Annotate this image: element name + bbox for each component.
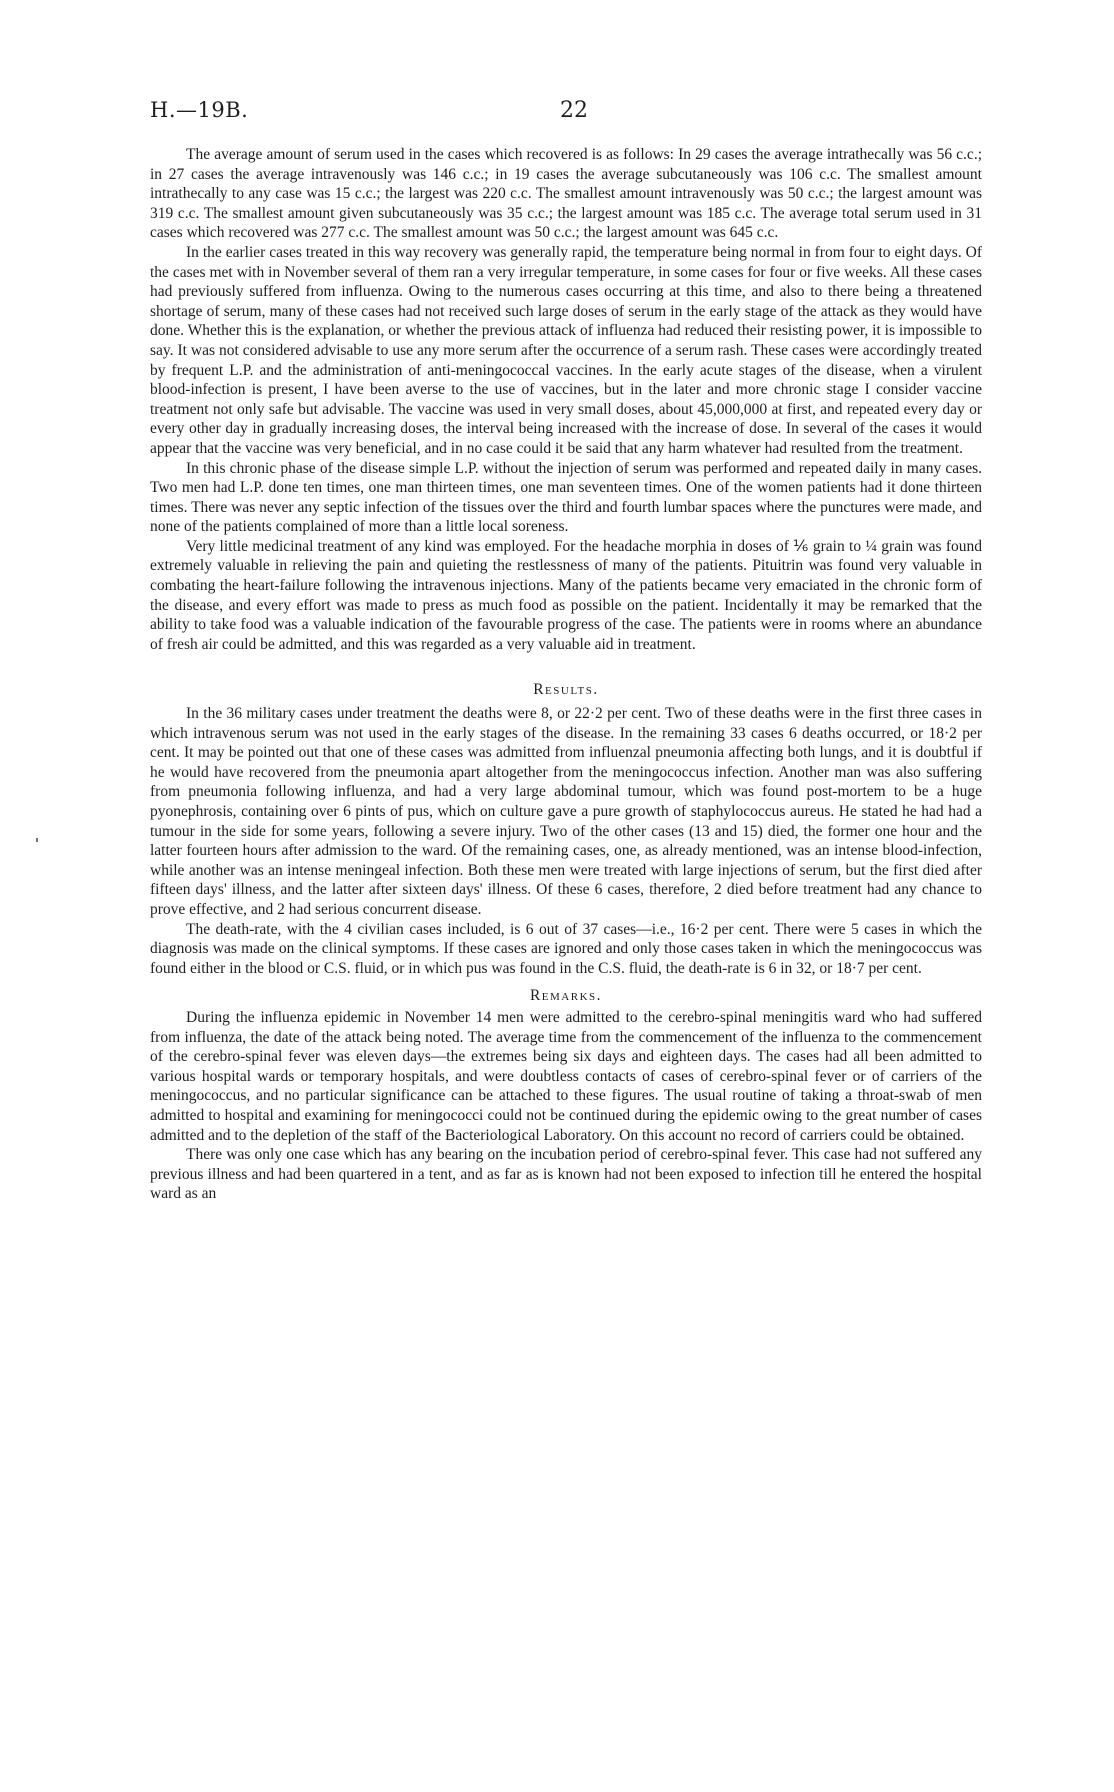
page-number: 22 bbox=[560, 98, 588, 123]
paragraph-medicinal-treatment: Very little medicinal treatment of any kind was employed. For the headache morphia in doses of ⅙ grain to ¼ grain was found extremely valuable in relieving the pain and quieting the restlessness of many of the patients. Pituitrin was found very valuable in combating the heart-failure following the intravenous injections. Many of the patients became very emaciated in the chronic form of the disease, and every effort was made to press as much food as possible on the patient. Incidentally it may be remarked that the ability to take food was a valuable indication of the favourable progress of the case. The patients were in rooms where an abundance of fresh air could be admitted, and this was regarded as a very valuable aid in treatment. bbox=[150, 537, 982, 653]
paragraph-incubation-period: There was only one case which has any bearing on the incubation period of cerebro-spinal fever. This case had not suffered any previous illness and had been quartered in a tent, and as far as is known had not been exposed to infection till he entered the hospital ward as an bbox=[150, 1146, 982, 1203]
paragraph-recovery-course: In the earlier cases treated in this way recovery was generally rapid, the temperature being normal in from four to eight days. Of the cases met with in November several of them ran a very irregular temperature, in some cases for four or five weeks. All these cases had previously suffered from influenza. Owing to the numerous cases occurring at this time, and also to there being a threatened shortage of serum, many of these cases had not received such large doses of serum in the early stage of the attack as they would have done. Whether this is the explanation, or whether the previous attack of influenza had reduced their resisting power, it is impossible to say. It was not considered advisable to use any more serum after the occurrence of a serum rash. These cases were accordingly treated by frequent L.P. and the administration of anti-meningococcal vaccines. In the early acute stages of the disease, when a virulent blood-infection is present, I have been averse to the use of vaccines, but in the later and more chronic stage I consider vaccine treatment not only safe but advisable. The vaccine was used in very small doses, about 45,000,000 at first, and repeated every day or every other day in gradually increasing doses, the interval being increased with the increase of dose. In several of the cases it would appear that the vaccine was very beneficial, and in no case could it be said that any harm whatever had resulted from the treatment. bbox=[150, 243, 982, 457]
section-heading-remarks: Remarks. bbox=[529, 987, 603, 1005]
paragraph-death-rate: The death-rate, with the 4 civilian cases included, is 6 out of 37 cases—i.e., 16·2 per cent. There were 5 cases in which the diagnosis was made on the clinical symptoms. If these cases are ignored and only those cases taken in which the meningococcus was found either in the blood or C.S. fluid, or in which pus was found in the C.S. fluid, the death-rate is 6 in 32, or 18·7 per cent. bbox=[150, 920, 982, 977]
page-body bbox=[150, 145, 982, 1204]
paragraph-serum-amounts: The average amount of serum used in the cases which recovered is as follows: In 29 cases the average intrathecally was 56 c.c.; in 27 cases the average intravenously was 146 c.c.; in 19 cases the average subcutaneously was 106 c.c. The smallest amount intrathecally to any case was 15 c.c.; the largest was 220 c.c. The smallest amount intravenously was 50 c.c.; the largest amount was 319 c.c. The smallest amount given subcutaneously was 35 c.c.; the largest amount was 185 c.c. The average total serum used in 31 cases which recovered was 277 c.c. The smallest amount was 50 c.c.; the largest amount was 645 c.c. bbox=[150, 146, 982, 242]
paragraph-influenza-epidemic: During the influenza epidemic in November 14 men were admitted to the cerebro-spinal meningitis ward who had suffered from influenza, the date of the attack being noted. The average time from the commencement of the influenza to the commencement of the cerebro-spinal fever was eleven days—the extremes being six days and eighteen days. The cases had all been admitted to various hospital wards or temporary hospitals, and were doubtless contacts of cases of cerebro-spinal fever or of carriers of the meningococcus, and no particular significance can be attached to these figures. The usual routine of taking a throat-swab of men admitted to hospital and examining for meningococci could not be continued during the epidemic owing to the great number of cases admitted and to the depletion of the staff of the Bacteriological Laboratory. On this account no record of carriers could be obtained. bbox=[150, 1008, 982, 1144]
paragraph-military-deaths: In the 36 military cases under treatment the deaths were 8, or 22·2 per cent. Two of these deaths were in the first three cases in which intravenous serum was not used in the early stages of the disease. In the remaining 33 cases 6 deaths occurred, or 18·2 per cent. It may be pointed out that one of these cases was admitted from influenzal pneumonia affecting both lungs, and it is doubtful if he would have recovered from the pneumonia apart altogether from the meningococcus infection. Another man was also suffering from pneumonia following influenza, and had a very large abdominal tumour, which was found post-mortem to be a huge pyonephrosis, containing over 6 pints of pus, which on culture gave a pure growth of staphylococcus aureus. He stated he had had a tumour in the side for some years, following a severe injury. Two of the other cases (13 and 15) died, the former one hour and the latter fourteen hours after admission to the ward. Of the remaining cases, one, as already mentioned, was an intense blood-infection, while another was an intense meningeal infection. Both these men were treated with large injections of serum, but the first died after fifteen days' illness, and the latter after sixteen days' illness. Of these 6 cases, therefore, 2 died before treatment had any chance to prove effective, and 2 had serious concurrent disease. bbox=[150, 705, 982, 918]
page-header bbox=[150, 98, 982, 128]
section-heading-results: Results. bbox=[533, 681, 599, 699]
document-reference: H.—19B. bbox=[150, 98, 249, 122]
margin-mark bbox=[36, 838, 38, 842]
paragraph-chronic-phase: In this chronic phase of the disease simple L.P. without the injection of serum was performed and repeated daily in many cases. Two men had L.P. done ten times, one man thirteen times, one man seventeen times. One of the women patients had it done thirteen times. There was never any septic infection of the tissues over the third and fourth lumbar spaces where the punctures were made, and none of the patients complained of more than a little local soreness. bbox=[150, 459, 982, 536]
